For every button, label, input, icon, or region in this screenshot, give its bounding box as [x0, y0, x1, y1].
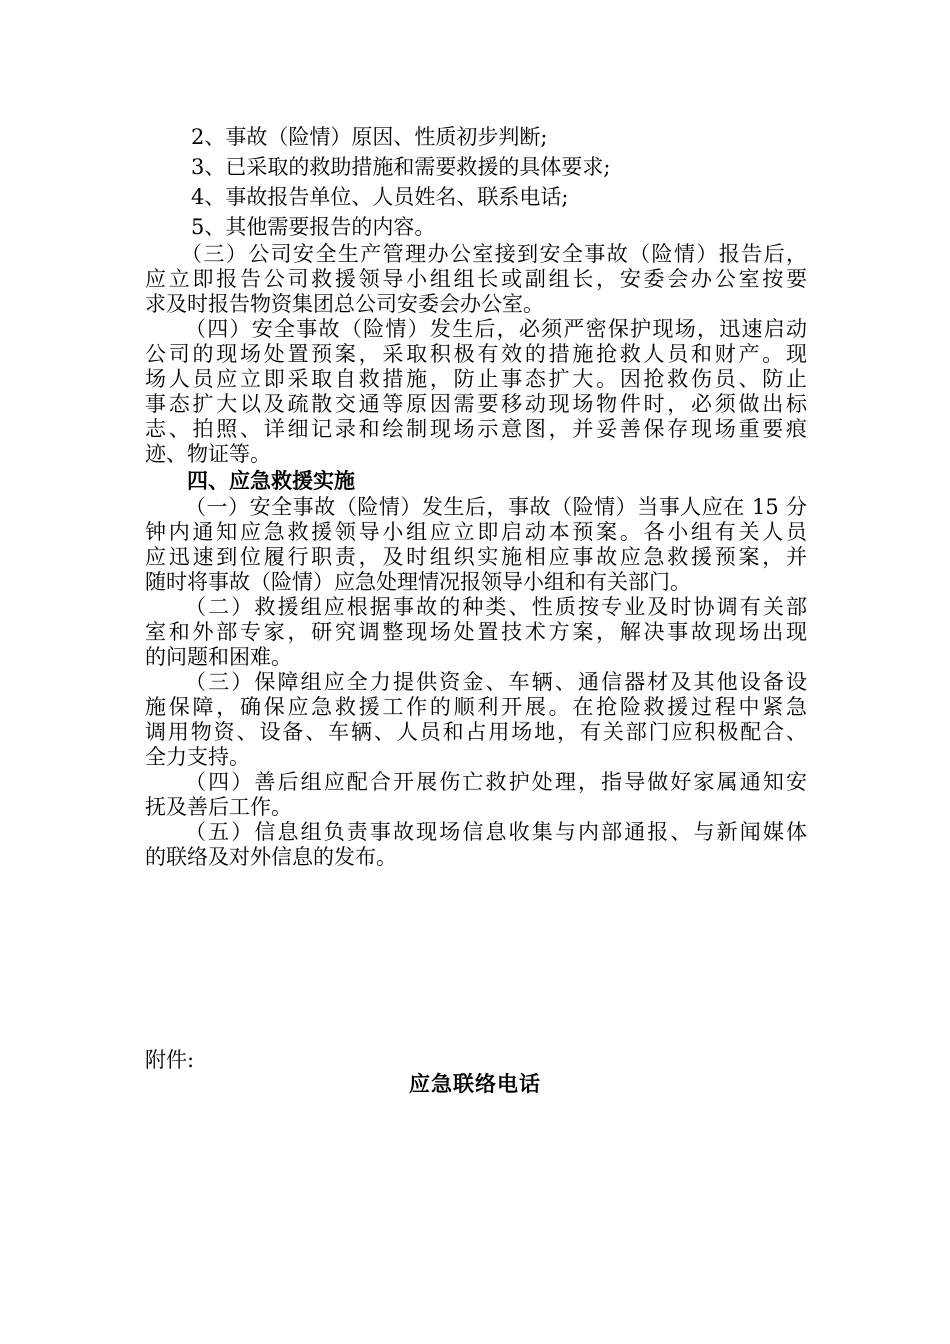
paragraph-line: 应迅速到位履行职责，及时组织实施相应事故应急救援预案，并 [145, 545, 807, 569]
paragraph-line: （三）保障组应全力提供资金、车辆、通信器材及其他设备设 [185, 670, 807, 694]
paragraph-line: 施保障，确保应急救援工作的顺利开展。在抢险救援过程中紧急 [145, 695, 807, 719]
paragraph-line: 钟内通知应急救援领导小组应立即启动本预案。各小组有关人员 [145, 520, 807, 544]
section-heading: 四、应急救援实施 [187, 468, 355, 493]
paragraph-line: 随时将事故（险情）应急处理情况报领导小组和有关部门。 [145, 570, 691, 594]
report-content-list [145, 122, 807, 242]
paragraph-line: 志、拍照、详细记录和绘制现场示意图，并妥善保存现场重要痕 [145, 417, 807, 441]
paragraph-line: （四）善后组应配合开展伤亡救护处理，指导做好家属通知安 [185, 770, 807, 794]
paragraph-line: 的问题和困难。 [145, 645, 292, 669]
appendix-title: 应急联络电话 [409, 1071, 541, 1096]
list-item: 4、事故报告单位、人员姓名、联系电话; [191, 185, 569, 209]
paragraph-line: （一）安全事故（险情）发生后，事故（险情）当事人应在 15 分 [185, 495, 807, 519]
section-paragraph-two [145, 595, 807, 670]
list-item: 3、已采取的救助措施和需要救援的具体要求; [191, 155, 611, 179]
paragraph-line: 迹、物证等。 [145, 442, 271, 466]
paragraph-line: （三）公司安全生产管理办公室接到安全事故（险情）报告后， [181, 242, 807, 266]
paragraph-line: 的联络及对外信息的发布。 [145, 845, 397, 869]
paragraph-line: 求及时报告物资集团总公司安委会办公室。 [145, 292, 544, 316]
section-paragraph-three [145, 670, 807, 770]
section-paragraph-five [145, 820, 807, 870]
paragraph-line: 全力支持。 [145, 745, 250, 769]
appendix-label: 附件: [145, 1048, 195, 1072]
section-paragraph-four [145, 770, 807, 820]
paragraph-line: 调用物资、设备、车辆、人员和占用场地，有关部门应积极配合、 [145, 720, 807, 744]
paragraph-line: 场人员应立即采取自救措施，防止事态扩大。因抢救伤员、防止 [145, 367, 807, 391]
list-item: 2、事故（险情）原因、性质初步判断; [191, 125, 548, 149]
paragraph-line: 室和外部专家，研究调整现场处置技术方案，解决事故现场出现 [145, 620, 807, 644]
paragraph-line: （二）救援组应根据事故的种类、性质按专业及时协调有关部 [185, 595, 807, 619]
paragraph-line: 公司的现场处置预案，采取积极有效的措施抢救人员和财产。现 [145, 342, 807, 366]
paragraph-line: 抚及善后工作。 [145, 795, 292, 819]
list-item: 5、其他需要报告的内容。 [191, 215, 436, 239]
paragraph-line: （四）安全事故（险情）发生后，必须严密保护现场，迅速启动 [185, 317, 807, 341]
paragraph-line: 应立即报告公司救援领导小组组长或副组长，安委会办公室按要 [145, 267, 807, 291]
paragraph-four [145, 317, 807, 467]
section-paragraph-one [145, 495, 807, 595]
document-body [145, 122, 807, 870]
paragraph-line: （五）信息组负责事故现场信息收集与内部通报、与新闻媒体 [185, 820, 807, 844]
paragraph-line: 事态扩大以及疏散交通等原因需要移动现场物件时，必须做出标 [145, 392, 807, 416]
paragraph-three [145, 242, 807, 317]
